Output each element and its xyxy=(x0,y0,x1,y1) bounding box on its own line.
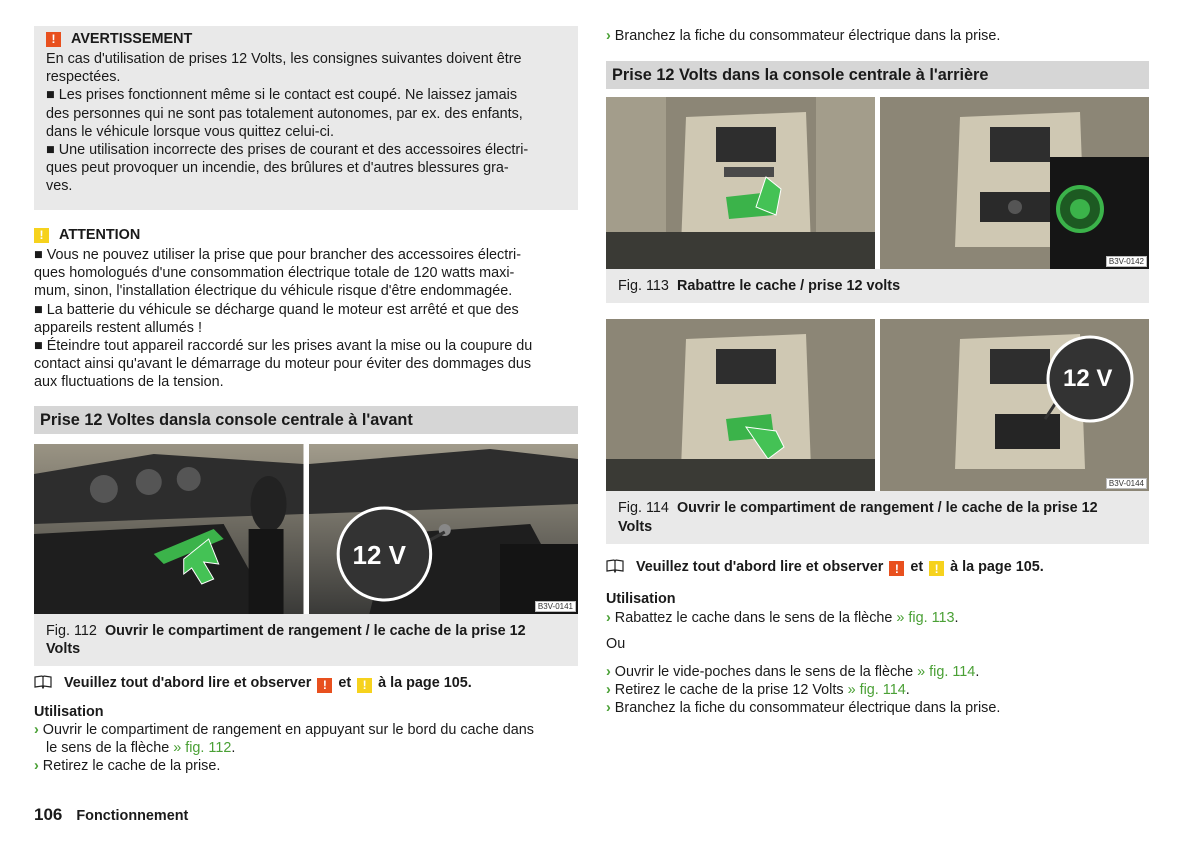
warning-box xyxy=(34,26,578,210)
caption-title: Ouvrir le compartiment de rangement / le cache de la prise 12 xyxy=(676,500,1098,517)
page-footer xyxy=(34,805,188,825)
figure-113 xyxy=(606,97,1149,269)
step-rear-4: › Branchez la fiche du consommateur électrique dans la prise. xyxy=(606,700,1001,717)
section-heading-rear: Prise 12 Volts dans la console centrale à l'arrière xyxy=(606,61,1149,89)
attention-line: appareils restent allumés ! xyxy=(34,319,202,336)
warning-line: ves. xyxy=(46,178,73,195)
warning-icon: ! xyxy=(46,32,61,47)
section-name: Fonctionnement xyxy=(76,808,189,824)
warning-line: des personnes qui ne sont pas totalement autonomes, par ex. des enfants, xyxy=(46,105,523,122)
fig-112-link[interactable]: » fig. 112 xyxy=(173,740,232,757)
usage-title-front: Utilisation xyxy=(34,703,104,720)
warning-heading xyxy=(46,28,566,50)
step-top: › Branchez la fiche du consommateur électrique dans la prise. xyxy=(606,28,1001,44)
attention-line: ques homologués d'une consommation électrique totale de 120 watts maxi- xyxy=(34,265,515,282)
rear-storage-open-image xyxy=(880,319,1149,491)
warning-icon: ! xyxy=(889,561,904,576)
attention-line: ■ Vous ne pouvez utiliser la prise que pour brancher des accessoires électri- xyxy=(34,247,522,263)
step-rear-3: › Retirez le cache de la prise 12 Volts » fig. 114. xyxy=(606,682,910,699)
caption-number: Fig. 112 xyxy=(46,622,97,639)
attention-heading xyxy=(34,224,578,246)
read-first-front: Veuillez tout d'abord lire et observer ! et ! à la page 105. xyxy=(34,674,578,693)
callout-12v: 12 V xyxy=(352,539,406,570)
step-front-2: › Retirez le cache de la prise. xyxy=(34,758,221,775)
attention-line: ■ Éteindre tout appareil raccordé sur les prises avant la mise ou la coupure du xyxy=(34,338,533,355)
warning-line: ques peut provoquer un incendie, des brûlures et d'autres blessures gra- xyxy=(46,160,509,177)
page-number: 106 xyxy=(34,805,63,824)
caption-title-cont: Volts xyxy=(618,518,653,535)
fig-114-link[interactable]: » fig. 114 xyxy=(917,664,976,681)
attention-icon: ! xyxy=(929,561,944,576)
figure-113-ref: B3V-0142 xyxy=(1106,256,1147,267)
caption-title: Ouvrir le compartiment de rangement / le cache de la prise 12 xyxy=(104,622,526,639)
figure-113-photo-right xyxy=(880,97,1149,269)
figure-113-photo-left xyxy=(606,97,875,269)
attention-line: ■ La batterie du véhicule se décharge quand le moteur est arrêté et que des xyxy=(34,301,519,318)
caption-title-cont: Volts xyxy=(46,640,81,657)
warning-title: AVERTISSEMENT xyxy=(71,31,193,47)
figure-112-ref: B3V-0141 xyxy=(535,601,576,612)
console-front-open-image xyxy=(309,444,579,614)
warning-line: En cas d'utilisation de prises 12 Volts, les consignes suivantes doivent être xyxy=(46,51,522,67)
rear-socket-image xyxy=(880,97,1149,269)
attention-title: ATTENTION xyxy=(59,227,141,243)
attention-line: contact ainsi qu'avant le démarrage du moteur pour éviter des dommages dus xyxy=(34,356,532,373)
book-icon xyxy=(606,559,624,573)
book-icon xyxy=(34,675,52,689)
warning-line: ■ Une utilisation incorrecte des prises de courant et des accessoires électri- xyxy=(46,142,529,159)
attention-icon: ! xyxy=(357,678,372,693)
figure-113-caption xyxy=(606,269,1149,303)
step-rear-2: › Ouvrir le vide-poches dans le sens de la flèche » fig. 114. xyxy=(606,664,980,681)
figure-112-photo-right xyxy=(309,444,579,614)
fig-114-link[interactable]: » fig. 114 xyxy=(847,682,906,699)
figure-114-ref: B3V-0144 xyxy=(1106,478,1147,489)
attention-icon: ! xyxy=(34,228,49,243)
attention-line: aux fluctuations de la tension. xyxy=(34,374,224,391)
console-front-closed-image xyxy=(34,444,304,614)
figure-114-photo-left xyxy=(606,319,875,491)
attention-line: mum, sinon, l'installation électrique du véhicule risque d'être endommagée. xyxy=(34,283,513,300)
figure-114 xyxy=(606,319,1149,491)
left-column xyxy=(34,26,578,775)
attention-block xyxy=(34,224,578,392)
warning-line: respectées. xyxy=(46,69,121,86)
rear-console-cover-image xyxy=(606,97,875,269)
caption-number: Fig. 113 xyxy=(618,278,669,295)
warning-line: ■ Les prises fonctionnent même si le contact est coupé. Ne laissez jamais xyxy=(46,87,518,104)
callout-12v: 12 V xyxy=(1063,365,1113,393)
step-front-1-cont: le sens de la flèche » fig. 112. xyxy=(46,740,236,757)
caption-number: Fig. 114 xyxy=(618,500,669,517)
section-heading-front: Prise 12 Voltes dansla console centrale à l'avant xyxy=(34,406,578,434)
step-rear-1: › Rabattez le cache dans le sens de la flèche » fig. 113. xyxy=(606,609,959,626)
caption-title: Rabattre le cache / prise 12 volts xyxy=(676,278,901,295)
figure-114-photo-right xyxy=(880,319,1149,491)
or-text: Ou xyxy=(606,635,626,652)
right-column xyxy=(606,26,1149,718)
figure-112 xyxy=(34,444,578,614)
warning-icon: ! xyxy=(317,678,332,693)
warning-line: dans le véhicule lorsque vous quittez celui-ci. xyxy=(46,123,334,140)
step-front-1: › Ouvrir le compartiment de rangement en appuyant sur le bord du cache dans xyxy=(34,721,534,738)
figure-112-photo-left xyxy=(34,444,304,614)
usage-title-rear: Utilisation xyxy=(606,591,676,608)
figure-112-caption xyxy=(34,614,578,666)
read-first-rear: Veuillez tout d'abord lire et observer ! et ! à la page 105. xyxy=(606,558,1149,577)
fig-113-link[interactable]: » fig. 113 xyxy=(896,609,955,626)
figure-114-caption xyxy=(606,491,1149,543)
rear-storage-image xyxy=(606,319,875,491)
